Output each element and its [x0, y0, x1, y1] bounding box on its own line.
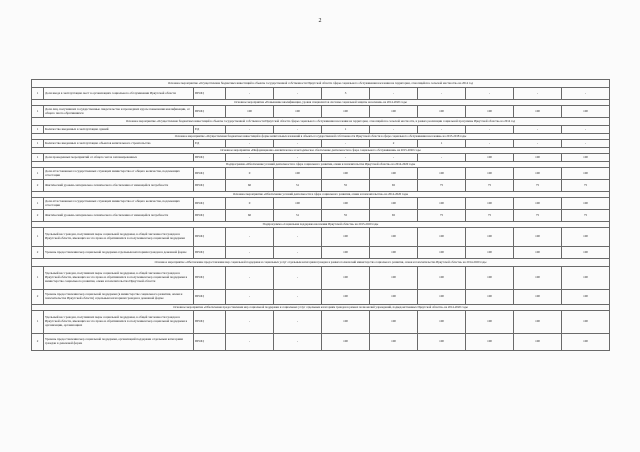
value-cell: 100	[466, 311, 514, 334]
value-cell: 100	[322, 334, 370, 351]
unit-cell: ЕД	[194, 140, 226, 148]
value-cell: 65	[370, 180, 418, 192]
value-cell: 100	[466, 106, 514, 118]
table-row	[32, 267, 610, 290]
row-number: 1	[32, 311, 44, 334]
value-cell: 100	[466, 334, 514, 351]
value-cell: -	[466, 126, 514, 134]
value-cell: 75	[466, 210, 514, 222]
indicator-name: Удельный вес граждан, получивших меры социальной поддержки, в общей численности граждан в Иркутской области, имеющих на это право и обратившихся за получением мер социальной поддержки в организации, организациях	[44, 311, 194, 334]
table-row	[32, 88, 610, 100]
value-cell: 100	[514, 228, 562, 247]
value-cell: 100	[370, 334, 418, 351]
value-cell: 100	[418, 168, 466, 180]
row-number: 2	[32, 334, 44, 351]
value-cell: 100	[466, 168, 514, 180]
value-cell: 100	[514, 311, 562, 334]
value-cell: 100	[466, 198, 514, 210]
table-row	[32, 106, 610, 118]
value-cell: 75	[418, 210, 466, 222]
indicator-name: Удельный вес граждан, получивших меры социальной поддержки, в общей численности граждан в Иркутской области, имеющих на это право и обратившихся за получением мер социальной поддержки	[44, 228, 194, 247]
table-row	[32, 334, 610, 351]
value-cell: -	[322, 154, 370, 162]
value-cell: 100	[370, 247, 418, 259]
section-header-text: Основное мероприятие «Обеспечение предоставления мер социальной поддержки и социальных услуг отдельным категориям граждан в рамках полномочий министерства социального развития, опеки и попечительства Иркутской области» на 2014-2020 годы	[32, 259, 610, 267]
value-cell: 75	[466, 180, 514, 192]
unit-cell: ПРОЦ	[194, 154, 226, 162]
value-cell: -	[226, 228, 274, 247]
value-cell: -	[514, 140, 562, 148]
value-cell: -	[370, 154, 418, 162]
table-row	[32, 247, 610, 259]
value-cell: -	[274, 247, 322, 259]
value-cell: 100	[562, 247, 610, 259]
value-cell: 100	[514, 168, 562, 180]
value-cell: -	[274, 267, 322, 290]
value-cell: 2	[370, 140, 418, 148]
value-cell: 75	[418, 180, 466, 192]
unit-cell: ПРОЦ	[194, 267, 226, 290]
value-cell: -	[226, 154, 274, 162]
row-number: 2	[32, 210, 44, 222]
row-number: 2	[32, 290, 44, 305]
value-cell: 1	[418, 140, 466, 148]
value-cell: 100	[562, 334, 610, 351]
value-cell: 100	[322, 311, 370, 334]
indicator-name: Количество введенных в эксплуатацию объектов капитального строительства	[44, 140, 194, 148]
value-cell: -	[562, 126, 610, 134]
unit-cell: ПРОЦ	[194, 290, 226, 305]
value-cell: 100	[322, 228, 370, 247]
value-cell: 100	[322, 290, 370, 305]
value-cell: -	[226, 267, 274, 290]
value-cell: -	[274, 154, 322, 162]
table-row	[32, 154, 610, 162]
value-cell: 60	[226, 210, 274, 222]
indicator-name: Уровень предоставления мер социальной поддержки (в министерстве социального развития, опеки и попечительства Иркутской области) отдельным категориям граждан в денежной форме	[44, 290, 194, 305]
value-cell: 0	[226, 168, 274, 180]
value-cell: -	[322, 140, 370, 148]
value-cell: 100	[226, 106, 274, 118]
value-cell: -	[274, 290, 322, 305]
value-cell: 100	[466, 154, 514, 162]
row-number: 1	[32, 154, 44, 162]
value-cell: 65	[370, 210, 418, 222]
value-cell: 100	[322, 106, 370, 118]
value-cell: 100	[562, 154, 610, 162]
value-cell: 75	[514, 210, 562, 222]
unit-cell: ПРОЦ	[194, 168, 226, 180]
value-cell: 100	[370, 168, 418, 180]
row-number: 2	[32, 180, 44, 192]
value-cell: -	[562, 88, 610, 100]
value-cell: 75	[514, 180, 562, 192]
value-cell: 100	[418, 198, 466, 210]
value-cell: 100	[322, 168, 370, 180]
value-cell: -	[274, 334, 322, 351]
indicator-name: Уровень предоставления мер социальной поддержки отдельным категориям граждан в денежной форме	[44, 247, 194, 259]
table-row	[32, 126, 610, 134]
value-cell: -	[418, 154, 466, 162]
unit-cell: ПРОЦ	[194, 334, 226, 351]
value-cell: 100	[370, 106, 418, 118]
value-cell: 75	[562, 180, 610, 192]
value-cell: 100	[562, 311, 610, 334]
unit-cell: ПРОЦ	[194, 88, 226, 100]
row-number: 1	[32, 88, 44, 100]
value-cell: 100	[514, 106, 562, 118]
unit-cell: ЕД	[194, 126, 226, 134]
row-number: 1	[32, 126, 44, 134]
value-cell: 100	[514, 154, 562, 162]
section-header-text: Основное мероприятие «Обеспечение условий деятельности в сфере социального развития, опеки и попечительства» на 2014-2020 годы	[32, 192, 610, 198]
value-cell: 100	[274, 168, 322, 180]
value-cell: 100	[370, 267, 418, 290]
table-row	[32, 198, 610, 210]
section-header-row	[32, 80, 610, 88]
value-cell: 55	[322, 210, 370, 222]
indicator-name: Доля проведенных мероприятий от общего числа запланированных	[44, 154, 194, 162]
indicator-name: Доля аттестованных государственных служащих министерства от общего количества, подлежащих аттестации	[44, 198, 194, 210]
value-cell: -	[226, 247, 274, 259]
table-row	[32, 168, 610, 180]
value-cell: 100	[514, 334, 562, 351]
value-cell: -	[226, 88, 274, 100]
value-cell: 55	[322, 180, 370, 192]
value-cell: -	[514, 126, 562, 134]
unit-cell: ПРОЦ	[194, 198, 226, 210]
value-cell: -	[274, 126, 322, 134]
value-cell: 100	[418, 228, 466, 247]
table-row	[32, 290, 610, 305]
value-cell: 75	[562, 210, 610, 222]
unit-cell: ПРОЦ	[194, 311, 226, 334]
value-cell: 100	[562, 168, 610, 180]
row-number: 1	[32, 168, 44, 180]
indicator-name: Доля лиц, получивших государственные свидетельства и прошедших курсы повышения квалификации, от общего числа обратившихся	[44, 106, 194, 118]
value-cell: 100	[370, 198, 418, 210]
value-cell: -	[562, 140, 610, 148]
section-header-text: Основное мероприятие «Повышение квалификации, уровня специалистов системы социальной защиты населения» на 2014-2020 годы	[32, 100, 610, 106]
table-row	[32, 311, 610, 334]
value-cell: 100	[418, 106, 466, 118]
value-cell: 31	[274, 180, 322, 192]
value-cell: 100	[418, 311, 466, 334]
value-cell: 0	[226, 198, 274, 210]
value-cell: 100	[466, 267, 514, 290]
value-cell: -	[274, 88, 322, 100]
table-body	[32, 80, 610, 351]
value-cell: 100	[562, 267, 610, 290]
value-cell: -	[274, 228, 322, 247]
value-cell: 100	[370, 290, 418, 305]
value-cell: 100	[514, 267, 562, 290]
value-cell: 100	[322, 198, 370, 210]
value-cell: 31	[274, 210, 322, 222]
section-header-text: Основное мероприятие «Информационно-аналитическое и методическое обеспечение деятельности в сфере социального обслуживания» на 2015-2020 годы	[32, 148, 610, 154]
indicator-name: Доля аттестованных государственных служащих министерства от общего количества, подлежащих аттестации	[44, 168, 194, 180]
value-cell: -	[418, 88, 466, 100]
table-row	[32, 210, 610, 222]
table-row	[32, 180, 610, 192]
value-cell: -	[226, 290, 274, 305]
value-cell: -	[370, 88, 418, 100]
indicator-name: Количество введенных в эксплуатацию зданий	[44, 126, 194, 134]
section-header-text: Основное мероприятие «Осуществление бюджетных инвестиций в объекты государственной собственности Иркутской области сферы социального обслуживания населения на территории, относящейся к сельской местности» на 2014 год	[32, 80, 610, 88]
section-header-text: Подпрограмма «Обеспечение условий деятельности в сфере социального развития, опеки и попечительства Иркутской области» на 2014-2020 годы	[32, 162, 610, 168]
page-number: 2	[318, 18, 322, 24]
value-cell: -	[226, 311, 274, 334]
value-cell: 100	[418, 334, 466, 351]
value-cell: -	[466, 88, 514, 100]
value-cell: 100	[322, 267, 370, 290]
unit-cell: ПРОЦ	[194, 210, 226, 222]
value-cell: 100	[418, 290, 466, 305]
table-row	[32, 228, 610, 247]
value-cell: 100	[562, 290, 610, 305]
indicator-name: Фактический уровень материально-технического обеспечения от имеющейся потребности	[44, 210, 194, 222]
value-cell: 100	[562, 198, 610, 210]
value-cell: -	[514, 88, 562, 100]
value-cell: 100	[274, 198, 322, 210]
row-number: 1	[32, 198, 44, 210]
section-header-text: Подпрограмма «Социальная поддержка населения Иркутской области» на 2015-2020 годы	[32, 222, 610, 228]
value-cell: -	[226, 334, 274, 351]
value-cell: 3	[322, 88, 370, 100]
indicator-name: Уровень предоставления мер социальной поддержки, организаций поддержки отдельным категориям граждан в денежной форме	[44, 334, 194, 351]
value-cell: -	[226, 140, 274, 148]
value-cell: 100	[562, 106, 610, 118]
unit-cell: ПРОЦ	[194, 228, 226, 247]
value-cell: -	[274, 311, 322, 334]
value-cell: 100	[274, 106, 322, 118]
value-cell: 100	[322, 247, 370, 259]
indicator-name: Удельный вес граждан, получивших меры социальной поддержки, в общей численности граждан в Иркутской области, имеющих на это право и обратившихся за получением мер социальной поддержки в министерство социального развития, опеки и попечительства Иркутской области	[44, 267, 194, 290]
value-cell: -	[226, 126, 274, 134]
value-cell: 100	[370, 311, 418, 334]
value-cell: 100	[466, 247, 514, 259]
value-cell: 100	[514, 247, 562, 259]
row-number: 2	[32, 247, 44, 259]
value-cell: 100	[418, 267, 466, 290]
value-cell: 100	[562, 228, 610, 247]
unit-cell: ПРОЦ	[194, 106, 226, 118]
value-cell: 100	[466, 228, 514, 247]
row-number: 1	[32, 140, 44, 148]
value-cell: 100	[370, 228, 418, 247]
section-header-text: Основное мероприятие «Осуществление бюджетных инвестиций в форме капитальных вложений в объекты государственной собственности Иркутской области в сфере социального обслуживания населения» на 2015-2018 годы	[32, 134, 610, 140]
table-row	[32, 140, 610, 148]
unit-cell: ПРОЦ	[194, 180, 226, 192]
value-cell: 60	[226, 180, 274, 192]
indicator-name: Доля ввода в эксплуатацию мест в организациях социального обслуживания Иркутской области	[44, 88, 194, 100]
value-cell: 100	[466, 290, 514, 305]
value-cell: -	[274, 140, 322, 148]
indicator-name: Фактический уровень материально-технического обеспечения от имеющейся потребности	[44, 180, 194, 192]
value-cell: -	[466, 140, 514, 148]
section-header-text: Основное мероприятие «Обеспечение предоставления мер социальной поддержки и социальных услуг отдельным категориям граждан в рамках полномочий учреждений, подведомственных Иркутской области» на 2014-2020 годы	[32, 305, 610, 311]
value-cell: -	[418, 126, 466, 134]
section-header-text: Основное мероприятие «Осуществление бюджетных инвестиций в объекты государственной собственности Иркутской области сферы социального обслуживания населения на территории, относящейся к сельской местности, в рамках реализации социальной программы Иркутской области» на 2014 год	[32, 118, 610, 126]
value-cell: 100	[514, 290, 562, 305]
value-cell: 100	[514, 198, 562, 210]
value-cell: -	[370, 126, 418, 134]
row-number: 1	[32, 106, 44, 118]
section-header-row	[32, 259, 610, 267]
unit-cell: ПРОЦ	[194, 247, 226, 259]
value-cell: 1	[322, 126, 370, 134]
section-header-row	[32, 118, 610, 126]
indicator-table	[31, 79, 610, 351]
row-number: 1	[32, 228, 44, 247]
row-number: 1	[32, 267, 44, 290]
value-cell: 100	[418, 247, 466, 259]
